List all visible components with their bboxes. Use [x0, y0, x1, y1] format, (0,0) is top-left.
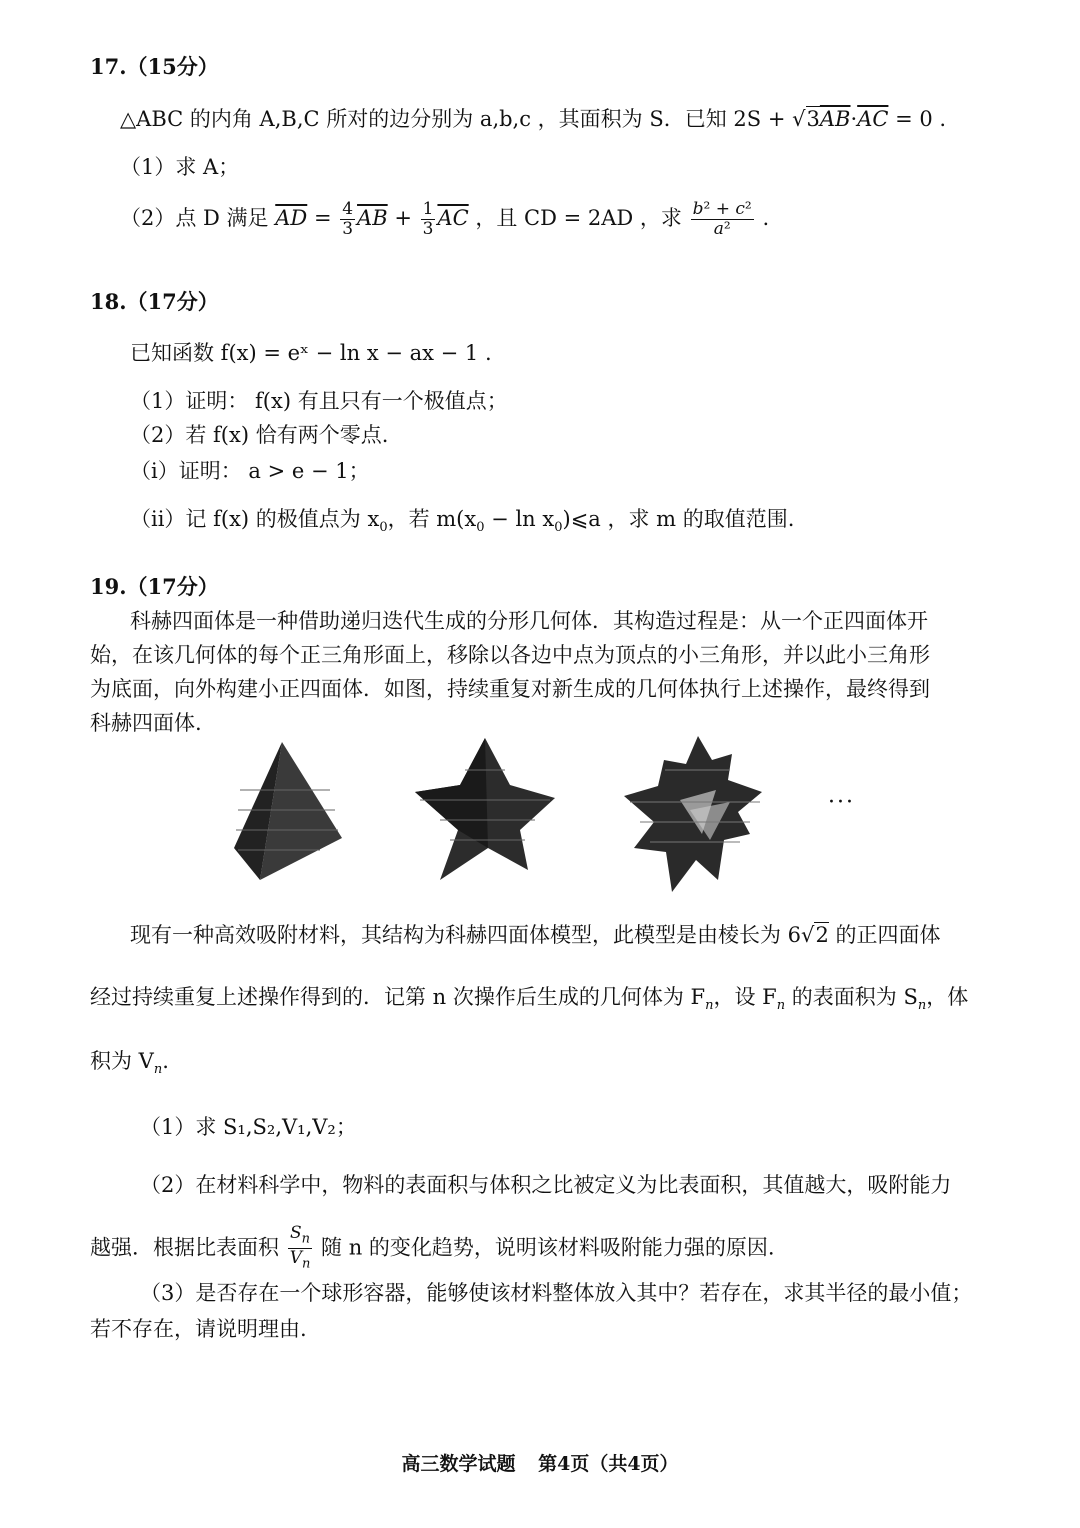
q17-part2: （2）点 D 满足 $\overline{AD}$ = $\frac{4}{3}$ $\overline{AB}$ + $\frac{1}{3}$ $\overline{AC}$ ，且 CD = 2AD ，求 $\frac{\text{b² + c²}}{\text{a²}}$ .	[120, 199, 770, 239]
q19-intro-line4: 科赫四面体.	[90, 711, 202, 735]
q18-stem: 已知函数 f(x) = eˣ − ln x − ax − 1 .	[130, 341, 492, 365]
q19-part1: （1）求 S₁,S₂,V₁,V₂；	[140, 1115, 357, 1139]
footer-page-number: 第4页（共4页）	[538, 1453, 679, 1475]
tetrahedron-iteration-2-figure	[620, 730, 770, 895]
tetrahedron-iteration-1-figure	[410, 730, 560, 890]
q19-part2-line2: 越强．根据比表面积 $\frac{S_n}{V_n}$ 随 n 的变化趋势，说明该材料吸附能力强的原因.	[90, 1223, 775, 1272]
q19-material-line2: 经过持续重复上述操作得到的．记第 n 次操作后生成的几何体为 $F_n$，设 $F_n$ 的表面积为 $S_n$，体	[90, 985, 969, 1014]
q19-part2-line1: （2）在材料科学中，物料的表面积与体积之比被定义为比表面积，其值越大，吸附能力	[140, 1173, 952, 1197]
page-footer	[0, 1449, 1080, 1476]
figure-ellipsis: ···	[828, 790, 855, 815]
q19-part3-line2: 若不存在，请说明理由.	[90, 1317, 307, 1341]
q19-material-line1: 现有一种高效吸附材料，其结构为科赫四面体模型，此模型是由棱长为 6√2 的正四面体	[130, 923, 941, 947]
koch-tetrahedron-figures	[210, 730, 870, 900]
q18-header: 18.（17分）	[90, 289, 219, 314]
footer-title: 高三数学试题	[401, 1453, 516, 1475]
q19-part3-line1: （3）是否存在一个球形容器，能够使该材料整体放入其中？若存在，求其半径的最小值；	[140, 1281, 973, 1305]
q18-part1: （1）证明： f(x) 有且只有一个极值点；	[130, 389, 508, 413]
q19-intro-line3: 为底面，向外构建小正四面体．如图，持续重复对新生成的几何体执行上述操作，最终得到	[90, 677, 930, 701]
q18-part2: （2）若 f(x) 恰有两个零点.	[130, 423, 389, 447]
q18-part2-i: （i）证明： a > e − 1；	[130, 459, 370, 483]
q19-header: 19.（17分）	[90, 574, 219, 599]
q17-stem: △ABC 的内角 A,B,C 所对的边分别为 a,b,c ，其面积为 S．已知 $2S + √3\overline{AB}\cdot\overline{AC} = 0$ .	[120, 107, 947, 131]
q19-material-line3: 积为 $V_n$.	[90, 1049, 169, 1078]
q18-part2-ii: （ii）记 f(x) 的极值点为 $x_0$，若 $m(x_0 - \ln$ $x_0)⩽a$ ，求 m 的取值范围.	[130, 507, 795, 536]
tetrahedron-iteration-0-figure	[220, 730, 350, 890]
q17-part1: （1）求 A；	[120, 155, 240, 179]
q19-intro-line1: 科赫四面体是一种借助递归迭代生成的分形几何体．其构造过程是：从一个正四面体开	[130, 609, 928, 633]
q17-header: 17.（15分）	[90, 54, 219, 79]
q19-intro-line2: 始，在该几何体的每个正三角形面上，移除以各边中点为顶点的小三角形，并以此小三角形	[90, 643, 930, 667]
